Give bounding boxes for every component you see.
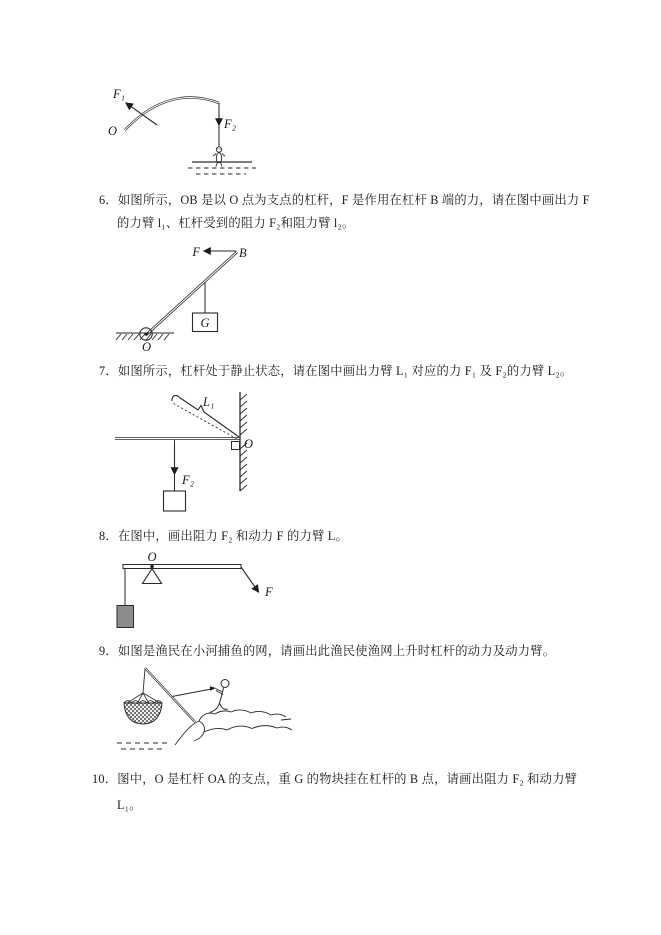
water-dashes: [117, 743, 169, 749]
label-f2: F₂: [224, 117, 236, 131]
lever-bar: [123, 565, 241, 569]
figure-wall-lever: [103, 390, 268, 515]
wall-bracket: [232, 442, 240, 450]
label-o: O: [142, 340, 152, 354]
question-6-line-1: 6．如图所示，OB 是以 O 点为支点的杠杆，F 是作用在杠杆 B 端的力，请在图中画出力 F: [99, 193, 590, 207]
question-9-line-1: 9．如图是渔民在小河捕鱼的网，请画出此渔民使渔网上升时杠杆的动力及动力臂。: [99, 644, 556, 658]
question-10-line-2: L₁。: [117, 798, 142, 812]
arrow-f: [241, 567, 259, 592]
rope-arrowhead: [210, 686, 216, 691]
rod-curve: [125, 97, 219, 130]
label-g: G: [200, 316, 210, 330]
fish-icon: [213, 147, 225, 167]
label-f2: F₂: [182, 473, 194, 487]
figure-fishing-net: [105, 663, 295, 763]
label-f1: F₁: [113, 87, 125, 101]
label-l1: L₁: [203, 395, 215, 409]
figure-fishing-rod-lever: [100, 78, 300, 178]
fulcrum-triangle: [143, 569, 162, 584]
weight-box: [164, 491, 186, 511]
lever-bar-inner: [146, 252, 237, 335]
figure-inclined-lever: [112, 242, 312, 357]
net-suspension-strings: [127, 669, 160, 704]
rod-hook: [172, 395, 180, 401]
river-bank-rocks: [175, 710, 292, 745]
weight-box: [117, 606, 134, 628]
arrow-f1: [126, 103, 157, 125]
label-o: O: [244, 437, 254, 451]
question-7-line-1: 7．如图所示，杠杆处于静止状态，请在图中画出力臂 L₁ 对应的力 F₁ 及 F₂的力臂 L₂。: [99, 364, 573, 378]
question-8-line-1: 8．在图中，画出阻力 F₂ 和动力 F 的力臂 L。: [99, 529, 348, 543]
net-basket: [124, 703, 162, 724]
label-f: F: [192, 245, 200, 259]
label-o: O: [147, 550, 157, 564]
label-o: O: [108, 124, 118, 138]
question-10-line-1: 10．图中，O 是杠杆 OA 的支点，重 G 的物块挂在杠杆的 B 点，请画出阻力 F₂ 和动力臂: [92, 772, 578, 786]
fisherman-figure: [210, 680, 230, 713]
pull-rope: [172, 689, 214, 697]
label-b: B: [239, 246, 247, 260]
label-f: F: [265, 585, 273, 599]
figure-seesaw-lever: [98, 550, 310, 640]
fulcrum-pin: [144, 332, 147, 335]
rod-curve-inner: [125, 97, 219, 130]
water-surface: [188, 162, 256, 174]
question-6-line-2: 的力臂 l₁、杠杆受到的阻力 F₂和阻力臂 l₂。: [117, 216, 355, 230]
